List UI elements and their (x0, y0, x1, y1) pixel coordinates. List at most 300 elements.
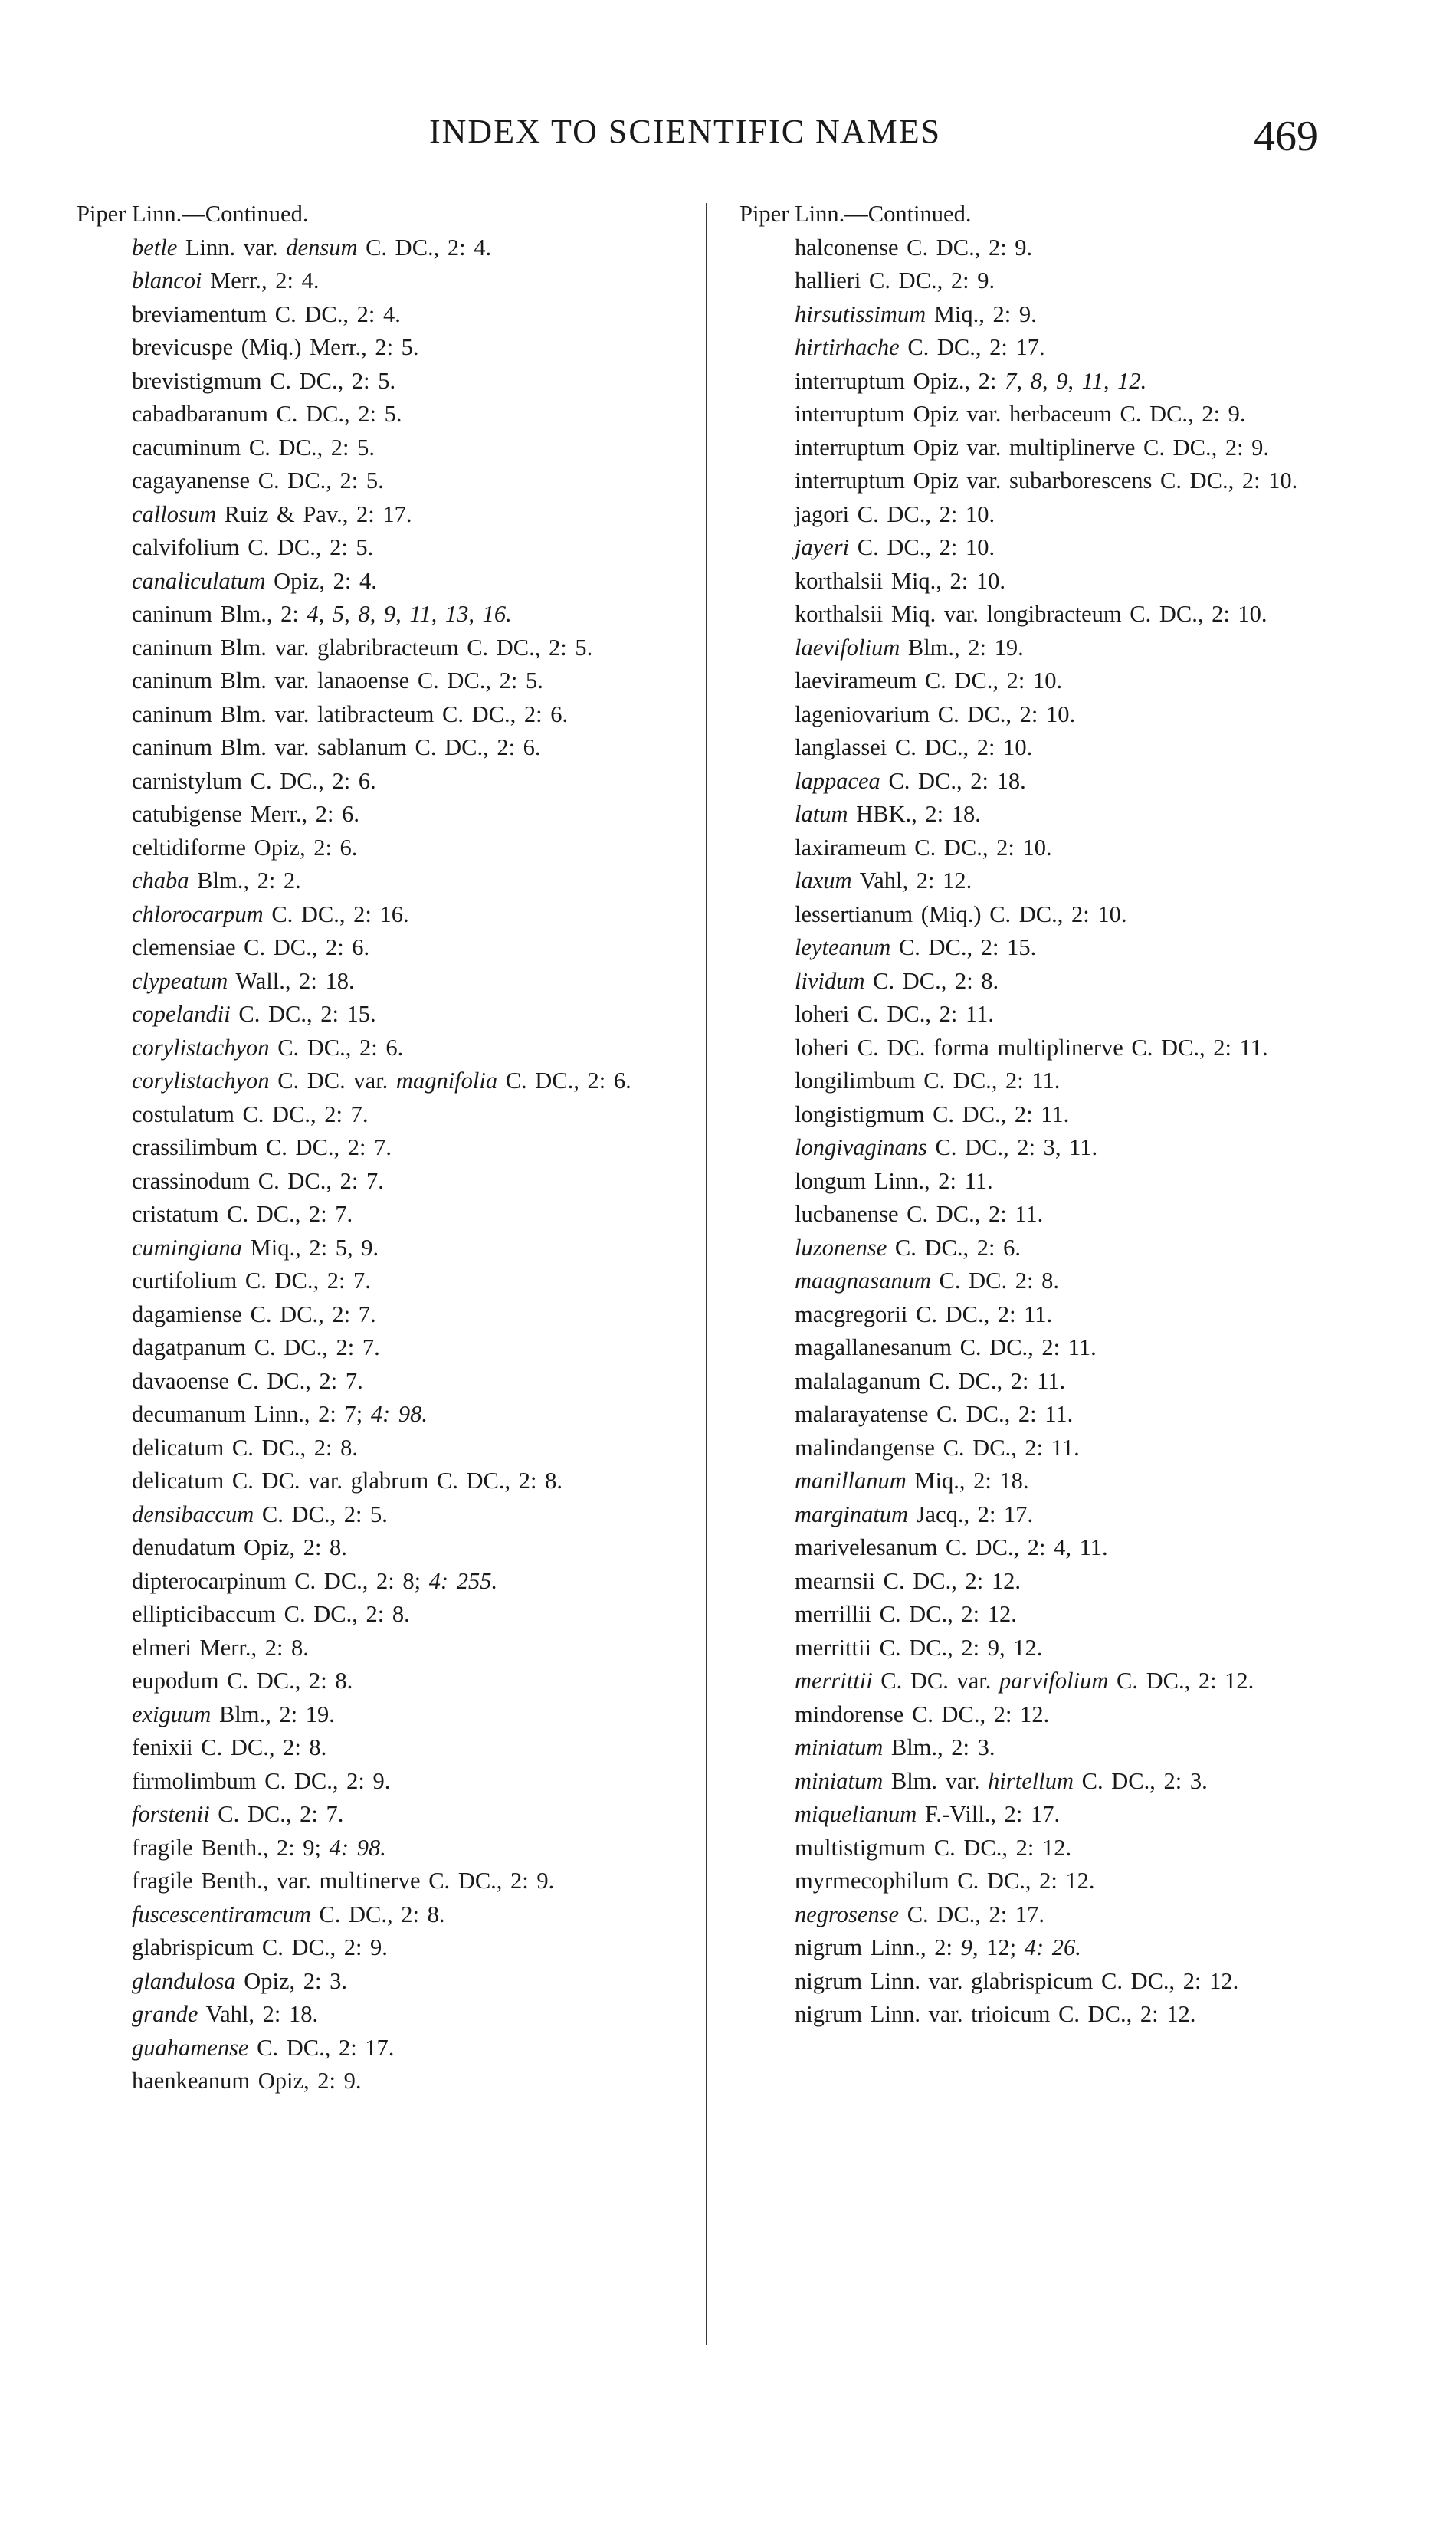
entry-citation: C. DC., 2: 17. (899, 1901, 1045, 1927)
index-entry (77, 864, 690, 898)
species-name: densibaccum (132, 1501, 254, 1527)
species-name: curtifolium (132, 1268, 238, 1294)
species-name: cacuminum (132, 434, 241, 461)
entry-citation: C. DC., 2: 7. (229, 1367, 363, 1394)
species-name: marivelesanum (795, 1534, 938, 1560)
entry-citation: C. DC., 2: 10. (930, 700, 1076, 727)
entry-citation: C. DC., 2: 11. (934, 1434, 1080, 1461)
species-name: cabadbaranum (132, 401, 268, 427)
index-entry (77, 1632, 690, 1665)
entry-citation: C. DC., 2: 7. (241, 1301, 376, 1327)
index-entry (739, 832, 1353, 865)
index-entry (739, 1632, 1353, 1665)
entry-citation: C. DC. 2: 8. (930, 1268, 1059, 1294)
entry-citation: C. DC., 2: 12. (926, 1834, 1072, 1861)
index-entry (739, 1432, 1353, 1465)
index-entry (77, 1665, 690, 1698)
index-entry (739, 1264, 1353, 1298)
index-entry (739, 664, 1353, 698)
index-entry (77, 2032, 690, 2065)
entry-citation: C. DC., 2: 6. (887, 1234, 1021, 1261)
index-entry (77, 1965, 690, 1999)
species-name: davaoense (132, 1367, 230, 1394)
species-name: lageniovarium (795, 700, 930, 727)
species-name: fuscescentiramcum (132, 1901, 311, 1927)
species-name: crassinodum (132, 1167, 251, 1194)
index-entry (77, 1264, 690, 1298)
index-entry (77, 1498, 690, 1532)
index-entry (77, 264, 690, 298)
species-name: latum (795, 801, 848, 827)
index-entry (739, 1931, 1353, 1965)
entry-citation: C. DC., 2: 6. (242, 767, 376, 794)
entry-citation: Miq., 2: 10. (883, 567, 1006, 594)
index-entry (77, 1898, 690, 1932)
entry-citation: C. DC., 2: 8. (310, 1901, 445, 1927)
index-entry (77, 464, 690, 498)
index-entry (77, 931, 690, 965)
entry-citation: C. DC., 2: 12. (875, 1567, 1021, 1594)
entry-citation: Vahl, 2: 18. (198, 2001, 319, 2027)
entry-citation: Opiz var. multiplinerve C. DC., 2: 9. (905, 434, 1270, 461)
entry-citation: Linn., 2: 7; (246, 1401, 371, 1427)
entry-italic-part-2: 4: 26. (1024, 1934, 1081, 1960)
index-entry (77, 798, 690, 832)
index-entry (77, 1765, 690, 1799)
page-number: 469 (1254, 113, 1318, 160)
species-name: dipterocarpinum (132, 1567, 287, 1594)
entry-citation: C. DC., 2: 5. (254, 1501, 388, 1527)
species-name: clemensiae (132, 934, 236, 960)
entry-citation: Linn., 2: (862, 1934, 961, 1960)
entry-citation: Blm. var. glabribracteum C. DC., 2: 5. (212, 634, 593, 661)
species-name: multistigmum (795, 1834, 926, 1861)
species-name: delicatum (132, 1434, 225, 1461)
species-name: denudatum (132, 1534, 236, 1560)
entry-citation: C. DC., 2: 6. (269, 1034, 404, 1061)
running-header-title: INDEX TO SCIENTIFIC NAMES (429, 113, 942, 150)
entry-citation-continued: C. DC., 2: 3. (1074, 1767, 1208, 1794)
entry-citation: Ruiz & Pav., 2: 17. (216, 500, 412, 527)
index-entry (77, 1998, 690, 2032)
entry-citation: C. DC., 2: 9. (256, 1767, 391, 1794)
column-divider (706, 203, 707, 2345)
species-name: cagayanense (132, 467, 251, 494)
entry-italic-part: hirtellum (988, 1767, 1074, 1794)
entry-citation: C. DC., 2: 12. (949, 1868, 1095, 1894)
entry-citation: Opiz, 2: 9. (250, 2068, 362, 2094)
species-name: merrittii (795, 1668, 873, 1694)
species-name: copelandii (132, 1001, 231, 1027)
species-name: loheri (795, 1034, 850, 1061)
entry-citation: Miq., 2: 5, 9. (242, 1234, 379, 1261)
entry-citation: C. DC., 2: 5. (261, 367, 396, 394)
index-entry (739, 731, 1353, 765)
entry-citation: Opiz var. herbaceum C. DC., 2: 9. (905, 401, 1246, 427)
index-entry (739, 1498, 1353, 1532)
species-name: brevicuspe (132, 334, 234, 360)
index-entry (77, 598, 690, 631)
index-entry (739, 264, 1353, 298)
index-entry (77, 765, 690, 799)
species-name: myrmecophilum (795, 1868, 949, 1894)
entry-citation: Merr., 2: 4. (202, 267, 320, 294)
species-name: miniatum (795, 1767, 884, 1794)
index-entry (77, 1598, 690, 1632)
index-entry (77, 298, 690, 332)
index-entry (739, 1565, 1353, 1599)
entry-citation: Blm., 2: 19. (900, 634, 1024, 661)
entry-citation: C. DC., 2: 15. (230, 1001, 376, 1027)
species-name: exiguum (132, 1701, 212, 1727)
column-heading: Piper Linn.—Continued. (739, 201, 972, 227)
species-name: malindangense (795, 1434, 935, 1461)
entry-citation: C. DC., 2: 10. (849, 534, 995, 560)
entry-italic-part: magnifolia (395, 1068, 498, 1094)
species-name: glabrispicum (132, 1934, 254, 1960)
species-name: malarayatense (795, 1401, 929, 1427)
entry-citation: C. DC., 2: 7. (250, 1167, 384, 1194)
species-name: merrillii (795, 1601, 871, 1627)
index-entry (739, 898, 1353, 932)
index-entry (77, 1465, 690, 1498)
species-name: laxirameum (795, 834, 907, 861)
index-entry (739, 1331, 1353, 1365)
species-name: longilimbum (795, 1068, 916, 1094)
index-entry (77, 531, 690, 565)
index-entry (739, 231, 1353, 265)
species-name: cristatum (132, 1201, 219, 1227)
entry-citation: C. DC., 2: 7. (234, 1100, 369, 1127)
entry-italic-part: 9, (960, 1934, 979, 1960)
entry-citation: (Miq.) Merr., 2: 5. (233, 334, 419, 360)
species-name: longum (795, 1167, 867, 1194)
entry-citation: C. DC., 2: 8. (276, 1601, 410, 1627)
species-name: interruptum (795, 434, 905, 461)
species-name: chlorocarpum (132, 900, 264, 927)
index-entry (739, 998, 1353, 1032)
species-name: interruptum (795, 401, 905, 427)
species-name: caninum (132, 668, 213, 694)
species-name: decumanum (132, 1401, 247, 1427)
entry-citation: Blm., 2: 3. (883, 1734, 995, 1760)
species-name: hallieri (795, 267, 861, 294)
index-entry (77, 498, 690, 532)
species-name: brevistigmum (132, 367, 262, 394)
species-name: miquelianum (795, 1801, 917, 1827)
entry-italic-part: 4: 255. (428, 1567, 498, 1594)
species-name: caninum (132, 634, 213, 661)
species-name: marginatum (795, 1501, 908, 1527)
species-name: grande (132, 2001, 198, 2027)
index-entry (77, 698, 690, 732)
species-name: canaliculatum (132, 567, 266, 594)
entry-citation-continued: C. DC., 2: 6. (497, 1068, 631, 1094)
index-entry (739, 1465, 1353, 1498)
index-entry (739, 464, 1353, 498)
species-name: merrittii (795, 1634, 871, 1661)
entry-citation-continued: 12; (978, 1934, 1025, 1960)
index-entry (739, 531, 1353, 565)
index-entry (739, 1398, 1353, 1432)
index-entry (77, 331, 690, 365)
entry-citation: Blm., 2: (212, 601, 307, 627)
index-entry (77, 1565, 690, 1599)
entry-citation: C. DC., 2: 10. (849, 500, 995, 527)
index-entry (77, 1832, 690, 1865)
index-entry (77, 998, 690, 1032)
species-name: langlassei (795, 734, 887, 760)
species-name: malalaganum (795, 1367, 921, 1394)
index-entry (739, 1531, 1353, 1565)
species-name: leyteanum (795, 934, 891, 960)
entry-citation: Blm., 2: 19. (211, 1701, 335, 1727)
entry-citation: C. DC., 2: 4. (267, 300, 401, 327)
entry-citation: C. DC., 2: 8. (192, 1734, 327, 1760)
species-name: interruptum (795, 467, 905, 494)
index-entry (739, 1965, 1353, 1999)
species-name: eupodum (132, 1668, 219, 1694)
index-entry (739, 1365, 1353, 1399)
species-name: lucbanense (795, 1201, 899, 1227)
entry-citation: C. DC., 2: 10. (887, 734, 1033, 760)
entry-citation: Linn. var. glabrispicum C. DC., 2: 12. (862, 1967, 1239, 1994)
species-name: blancoi (132, 267, 202, 294)
index-entry (739, 1064, 1353, 1098)
entry-citation: Opiz., 2: (905, 367, 1005, 394)
entry-citation: Linn., 2: 11. (866, 1167, 993, 1194)
index-entry (739, 631, 1353, 665)
species-name: nigrum (795, 1934, 863, 1960)
entry-citation: Linn. var. (177, 234, 287, 261)
entry-citation: C. DC. var. glabrum C. DC., 2: 8. (224, 1468, 562, 1494)
species-name: mindorense (795, 1701, 904, 1727)
species-name: crassilimbum (132, 1134, 258, 1160)
entry-citation: C. DC., 2: 16. (263, 900, 409, 927)
species-name: delicatum (132, 1468, 225, 1494)
left-column (77, 198, 690, 2098)
entry-citation: Blm. var. sablanum C. DC., 2: 6. (212, 734, 541, 760)
species-name: lappacea (795, 767, 880, 794)
entry-citation: C. DC., 2: 7. (237, 1268, 371, 1294)
entry-citation: C. DC., 2: 9, 12. (871, 1634, 1043, 1661)
index-entry (739, 698, 1353, 732)
index-entry (77, 1198, 690, 1232)
species-name: celtidiforme (132, 834, 247, 861)
index-entry (739, 431, 1353, 465)
index-entry (77, 1432, 690, 1465)
entry-citation: C. DC., 2: 11. (928, 1401, 1074, 1427)
entry-italic-part: densum (286, 234, 358, 261)
index-entry (77, 731, 690, 765)
entry-italic-part: 4: 98. (329, 1834, 386, 1861)
index-entry (739, 1665, 1353, 1698)
entry-citation: C. DC., 2: 17. (899, 334, 1045, 360)
species-name: breviamentum (132, 300, 267, 327)
index-entry (739, 798, 1353, 832)
species-name: laxum (795, 868, 852, 894)
entry-citation-continued: C. DC., 2: 12. (1108, 1668, 1254, 1694)
entry-citation: Blm. var. lanaoense C. DC., 2: 5. (212, 668, 543, 694)
entry-citation: C. DC., 2: 11. (915, 1068, 1061, 1094)
species-name: carnistylum (132, 767, 242, 794)
entry-citation: C. DC., 2: 11. (924, 1100, 1070, 1127)
species-name: magallanesanum (795, 1334, 952, 1360)
index-entry (77, 1298, 690, 1332)
index-entry (77, 365, 690, 399)
species-name: korthalsii (795, 567, 884, 594)
index-entry (77, 398, 690, 431)
index-entry (739, 1898, 1353, 1932)
index-entry (77, 1698, 690, 1732)
species-name: cumingiana (132, 1234, 243, 1261)
index-entry (77, 1798, 690, 1832)
species-name: laevifolium (795, 634, 900, 661)
entry-citation: Linn. var. trioicum C. DC., 2: 12. (862, 2001, 1196, 2027)
species-name: nigrum (795, 2001, 863, 2027)
entry-citation: Miq., 2: 9. (926, 300, 1037, 327)
species-name: fragile (132, 1834, 193, 1861)
species-name: forstenii (132, 1801, 210, 1827)
index-entry (77, 231, 690, 265)
species-name: dagatpanum (132, 1334, 247, 1360)
entry-citation: C. DC., 2: 8. (218, 1668, 353, 1694)
entry-citation: C. DC., 2: 4, 11. (937, 1534, 1108, 1560)
species-name: manillanum (795, 1468, 907, 1494)
index-entry (739, 1765, 1353, 1799)
species-name: luzonense (795, 1234, 887, 1261)
index-entry (77, 1032, 690, 1065)
species-name: macgregorii (795, 1301, 908, 1327)
entry-citation: Miq. var. longibracteum C. DC., 2: 10. (883, 601, 1267, 627)
index-entry (739, 864, 1353, 898)
entry-citation: C. DC., 2: 5. (239, 534, 374, 560)
entry-citation: Merr., 2: 6. (241, 801, 359, 827)
index-entry (739, 398, 1353, 431)
index-entry (739, 1198, 1353, 1232)
entry-citation: (Miq.) C. DC., 2: 10. (913, 900, 1127, 927)
species-name: maagnasanum (795, 1268, 931, 1294)
entry-citation: Benth., 2: 9; (192, 1834, 330, 1861)
entry-citation: C. DC., 2: 11. (920, 1367, 1066, 1394)
entry-citation: C. DC., 2: 11. (907, 1301, 1053, 1327)
entry-citation: Opiz, 2: 6. (246, 834, 358, 861)
index-entry (739, 365, 1353, 399)
index-entry (739, 1131, 1353, 1165)
index-entry (77, 1098, 690, 1132)
species-name: callosum (132, 500, 217, 527)
species-name: miniatum (795, 1734, 884, 1760)
index-entry (739, 1232, 1353, 1265)
index-entry (77, 1931, 690, 1965)
index-entry (739, 765, 1353, 799)
index-entry (77, 565, 690, 599)
entry-citation: C. DC., 2: 10. (917, 668, 1063, 694)
species-name: longistigmum (795, 1100, 925, 1127)
species-name: corylistachyon (132, 1068, 270, 1094)
entry-citation-continued: C. DC., 2: 4. (357, 234, 492, 261)
species-name: haenkeanum (132, 2068, 251, 2094)
index-entry (739, 1165, 1353, 1199)
index-entry (77, 965, 690, 999)
entry-citation: Blm. var. (883, 1767, 989, 1794)
entry-citation: Wall., 2: 18. (228, 967, 355, 994)
species-name: fragile (132, 1868, 193, 1894)
species-name: laevirameum (795, 668, 917, 694)
entry-citation: Miq., 2: 18. (906, 1468, 1029, 1494)
index-entry (739, 1298, 1353, 1332)
entry-citation: F.-Vill., 2: 17. (917, 1801, 1061, 1827)
index-entry (739, 1998, 1353, 2032)
index-entry (739, 1731, 1353, 1765)
entry-citation: C. DC., 2: 7. (218, 1201, 353, 1227)
species-name: hirsutissimum (795, 300, 926, 327)
entry-italic-part: 4, 5, 8, 9, 11, 13, 16. (307, 601, 512, 627)
species-name: jagori (795, 500, 850, 527)
index-entry (739, 598, 1353, 631)
species-name: dagamiense (132, 1301, 242, 1327)
entry-italic-part: parvifolium (999, 1668, 1109, 1694)
species-name: lessertianum (795, 900, 913, 927)
index-entry (739, 331, 1353, 365)
entry-citation: C. DC., 2: 11. (951, 1334, 1097, 1360)
species-name: firmolimbum (132, 1767, 257, 1794)
entry-citation: C. DC., 2: 9. (861, 267, 995, 294)
entry-citation: C. DC., 2: 15. (890, 934, 1037, 960)
index-entry (739, 1832, 1353, 1865)
entry-citation: C. DC., 2: 17. (248, 2034, 395, 2061)
index-entry (77, 1365, 690, 1399)
species-name: fenixii (132, 1734, 193, 1760)
entry-citation: C. DC. forma multiplinerve C. DC., 2: 11. (849, 1034, 1268, 1061)
species-name: betle (132, 234, 178, 261)
species-name: mearnsii (795, 1567, 876, 1594)
entry-citation: C. DC., 2: 5. (241, 434, 375, 461)
index-entry (739, 1032, 1353, 1065)
entry-citation: C. DC., 2: 6. (235, 934, 370, 960)
entry-citation: C. DC., 2: 18. (880, 767, 1026, 794)
index-entry (77, 1531, 690, 1565)
entry-citation: C. DC., 2: 7. (209, 1801, 344, 1827)
entry-citation: Benth., var. multinerve C. DC., 2: 9. (192, 1868, 555, 1894)
species-name: chaba (132, 868, 189, 894)
species-name: catubigense (132, 801, 242, 827)
index-entry (77, 1131, 690, 1165)
index-entry (739, 931, 1353, 965)
species-name: negrosense (795, 1901, 900, 1927)
index-entry (77, 1165, 690, 1199)
index-entry (77, 1232, 690, 1265)
species-name: loheri (795, 1001, 850, 1027)
species-name: lividum (795, 967, 865, 994)
species-name: costulatum (132, 1100, 234, 1127)
index-entry (77, 1731, 690, 1765)
right-column (739, 198, 1353, 2032)
index-entry (739, 1598, 1353, 1632)
species-name: guahamense (132, 2034, 249, 2061)
species-name: jayeri (795, 534, 850, 560)
species-name: nigrum (795, 1967, 863, 1994)
entry-italic-part: 4: 98. (370, 1401, 428, 1427)
index-entry (739, 1698, 1353, 1732)
entry-citation: C. DC. var. (872, 1668, 1000, 1694)
index-entry (77, 1398, 690, 1432)
index-entry (77, 1064, 690, 1098)
species-name: korthalsii (795, 601, 884, 627)
index-entry (77, 1331, 690, 1365)
index-entry (739, 498, 1353, 532)
index-entry (77, 832, 690, 865)
